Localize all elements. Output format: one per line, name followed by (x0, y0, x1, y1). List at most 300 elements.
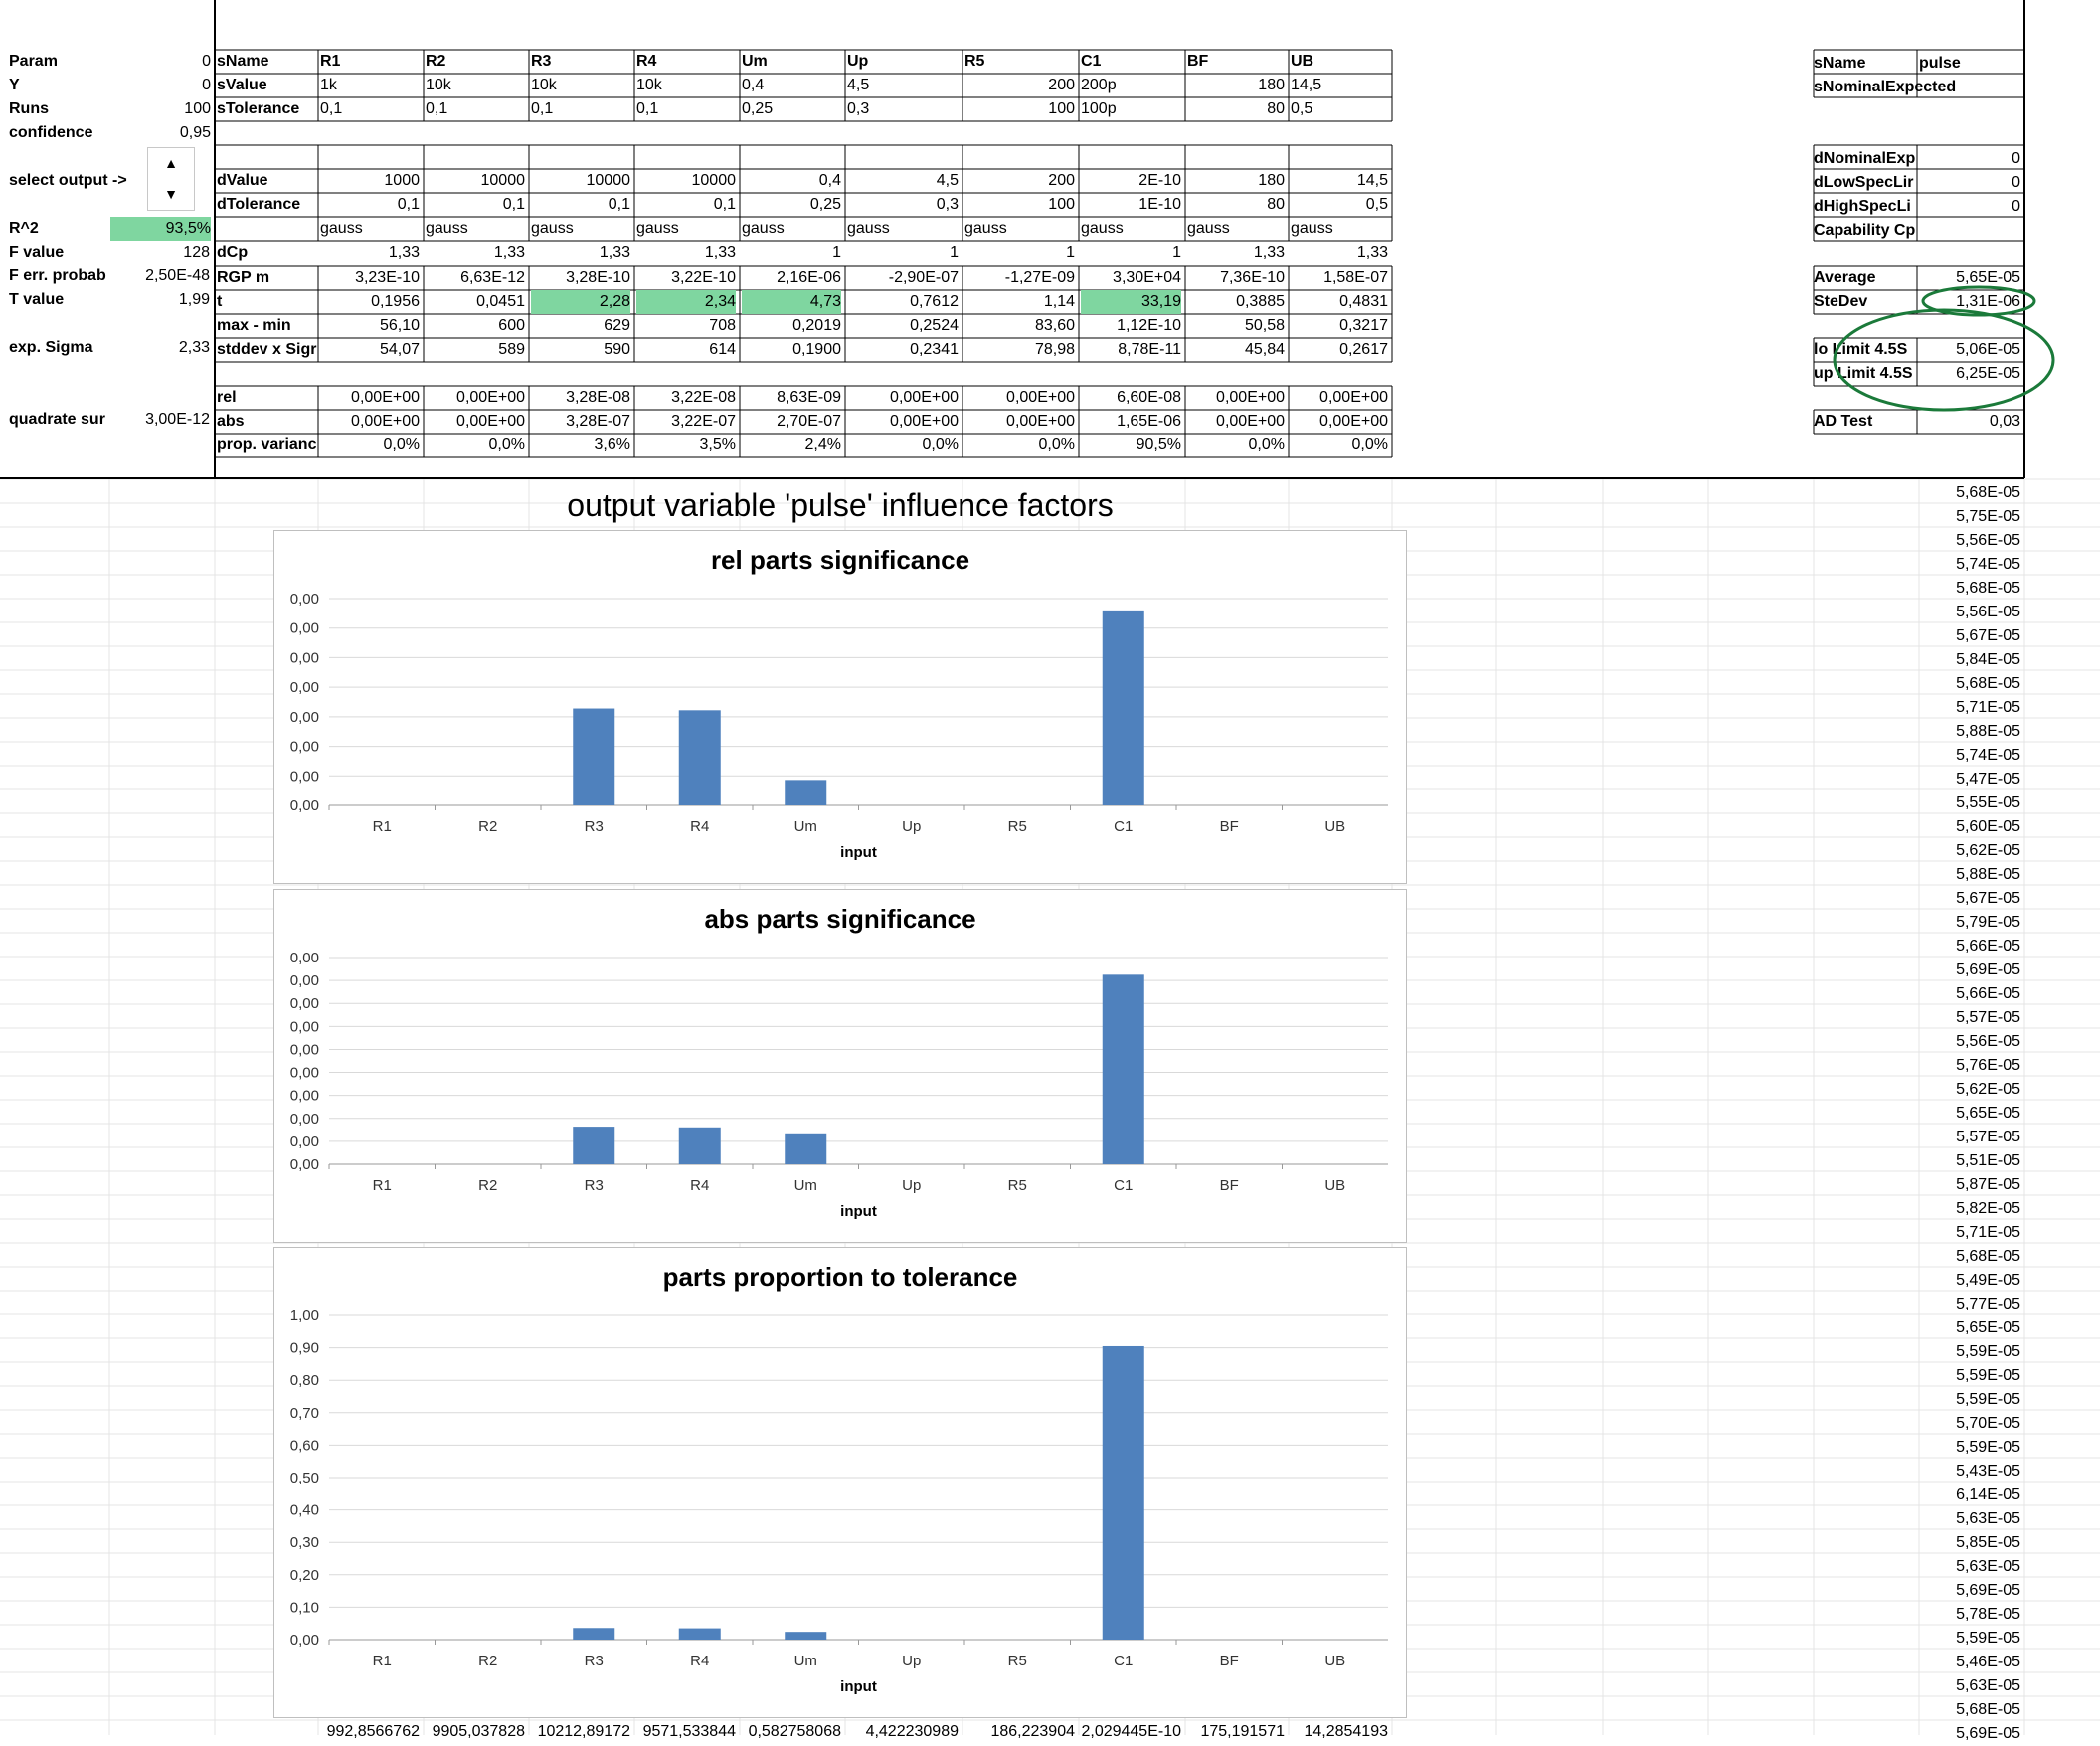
left-stat-value[interactable]: 3,00E-12 (145, 411, 210, 428)
right-panel-label[interactable]: up Limit 4.5S (1814, 365, 1913, 382)
left-stat-label[interactable]: R^2 (9, 220, 39, 237)
table-cell[interactable]: 10k (636, 77, 662, 93)
table-cell[interactable]: BF (1187, 53, 1209, 70)
table-cell[interactable]: 0,0% (1248, 436, 1285, 453)
right-panel-value[interactable]: 0 (2012, 198, 2020, 215)
table-cell[interactable]: gauss (1081, 220, 1124, 237)
table-cell[interactable]: 0,3217 (1339, 317, 1388, 334)
data-column-cell[interactable]: 5,65E-05 (1956, 1319, 2020, 1336)
data-column-cell[interactable]: 5,46E-05 (1956, 1654, 2020, 1670)
left-stat-label[interactable]: F err. probab (9, 267, 106, 284)
table-cell[interactable]: 614 (709, 341, 736, 358)
data-column-cell[interactable]: 5,49E-05 (1956, 1272, 2020, 1289)
table-cell[interactable]: 0,4831 (1339, 293, 1388, 310)
table-cell[interactable]: 0,3 (936, 196, 959, 213)
table-cell[interactable]: 0,1 (713, 196, 736, 213)
data-column-cell[interactable]: 5,87E-05 (1956, 1176, 2020, 1193)
right-panel-label[interactable]: sName (1814, 55, 1866, 72)
table-cell[interactable]: 0,0% (488, 436, 525, 453)
y-tick-label: 0,20 (289, 1566, 319, 1584)
bar-r3[interactable] (573, 709, 614, 805)
right-panel-value[interactable] (1919, 219, 2020, 243)
table-cell[interactable]: 590 (604, 341, 630, 358)
data-column-cell[interactable]: 5,69E-05 (1956, 1725, 2020, 1742)
left-param-value[interactable]: 100 (184, 100, 211, 117)
data-column-cell[interactable]: 5,68E-05 (1956, 580, 2020, 597)
left-param-value[interactable]: 0 (202, 53, 211, 70)
table-cell[interactable]: 1000 (384, 172, 420, 189)
right-panel-value[interactable]: 5,06E-05 (1956, 341, 2020, 358)
table-cell[interactable]: C1 (1081, 53, 1102, 70)
table-cell[interactable]: 1,58E-07 (1323, 269, 1388, 286)
table-cell[interactable]: 0,0% (922, 436, 959, 453)
right-panel-label[interactable]: Capability Cp (1814, 222, 1916, 239)
data-column-cell[interactable]: 5,51E-05 (1956, 1152, 2020, 1169)
table-cell[interactable]: 0,2524 (910, 317, 959, 334)
data-column-cell[interactable]: 5,85E-05 (1956, 1534, 2020, 1551)
table-cell[interactable]: 0,5 (1365, 196, 1388, 213)
x-tick-label: Um (793, 818, 817, 835)
table-cell[interactable]: Up (847, 53, 869, 70)
table-cell[interactable]: 0,4 (818, 172, 841, 189)
table-cell[interactable]: 0,00E+00 (1319, 413, 1388, 430)
table-cell[interactable]: R4 (636, 53, 657, 70)
right-panel-label[interactable]: AD Test (1814, 413, 1873, 430)
table-cell[interactable]: 80 (1267, 196, 1285, 213)
table-cell[interactable]: 0,1956 (371, 293, 420, 310)
table-cell[interactable]: 2,16E-06 (777, 269, 841, 286)
table-cell[interactable]: 100p (1081, 100, 1117, 117)
data-column-cell[interactable]: 5,57E-05 (1956, 1009, 2020, 1026)
table-cell[interactable]: gauss (636, 220, 679, 237)
data-column-cell[interactable]: 5,63E-05 (1956, 1558, 2020, 1575)
bar-c1[interactable] (1103, 974, 1144, 1164)
data-column-cell[interactable]: 5,62E-05 (1956, 842, 2020, 859)
data-column-cell[interactable]: 5,68E-05 (1956, 1248, 2020, 1265)
table-cell[interactable]: 1,12E-10 (1117, 317, 1181, 334)
right-panel-label[interactable]: lo Limit 4.5S (1814, 341, 1908, 358)
data-column-cell[interactable]: 5,63E-05 (1956, 1510, 2020, 1527)
data-column-cell[interactable]: 5,47E-05 (1956, 771, 2020, 787)
right-panel-label[interactable]: SteDev (1814, 293, 1868, 310)
table-cell[interactable]: 1,33 (388, 244, 420, 261)
table-cell[interactable]: 1,33 (1253, 244, 1285, 261)
table-cell[interactable]: 0,00E+00 (1319, 389, 1388, 406)
data-column-cell[interactable]: 5,60E-05 (1956, 818, 2020, 835)
right-panel-label[interactable]: Average (1814, 269, 1876, 286)
bottom-row-cell[interactable]: 175,191571 (1200, 1723, 1285, 1740)
table-cell[interactable]: 0,1 (608, 196, 630, 213)
left-stat-value[interactable]: 2,50E-48 (145, 267, 210, 284)
table-cell[interactable]: gauss (531, 220, 574, 237)
table-cell[interactable]: 2,34 (636, 290, 736, 314)
table-cell[interactable]: 180 (1258, 172, 1285, 189)
x-tick-label: R4 (690, 1653, 710, 1669)
table-cell[interactable]: 0,1 (397, 196, 420, 213)
data-column-cell[interactable]: 5,74E-05 (1956, 556, 2020, 573)
y-tick-label: 0,00 (289, 649, 319, 667)
data-column-cell[interactable]: 5,71E-05 (1956, 699, 2020, 716)
data-column-cell[interactable]: 5,57E-05 (1956, 1129, 2020, 1145)
table-cell[interactable]: 0,00E+00 (351, 413, 420, 430)
table-cell[interactable]: 0,7612 (910, 293, 959, 310)
data-column-cell[interactable]: 5,76E-05 (1956, 1057, 2020, 1074)
chart-parts-proportion-to-tolerance[interactable] (273, 1247, 1407, 1718)
chart-rel-parts-significance[interactable] (273, 530, 1407, 884)
spin-down-icon[interactable]: ▼ (164, 186, 178, 202)
row-label[interactable]: dTolerance (217, 196, 301, 213)
table-cell[interactable]: gauss (847, 220, 890, 237)
row-label[interactable]: sTolerance (217, 100, 300, 117)
table-cell[interactable]: 100 (1048, 196, 1075, 213)
data-column-cell[interactable]: 5,43E-05 (1956, 1463, 2020, 1480)
x-tick-label: R3 (584, 1177, 604, 1194)
table-cell[interactable]: 4,73 (742, 290, 841, 314)
table-cell[interactable]: 3,30E+04 (1113, 269, 1181, 286)
row-label[interactable]: sValue (217, 77, 267, 93)
data-column-cell[interactable]: 5,69E-05 (1956, 1582, 2020, 1599)
table-cell[interactable]: 0,25 (742, 100, 774, 117)
x-tick-label: Up (902, 818, 922, 835)
row-label[interactable]: stddev x Sigr (217, 341, 317, 358)
data-column-cell[interactable]: 5,68E-05 (1956, 1701, 2020, 1718)
table-cell[interactable]: 629 (604, 317, 630, 334)
bottom-row-cell[interactable]: 186,223904 (990, 1723, 1075, 1740)
bar-r4[interactable] (679, 1128, 721, 1164)
bar-r3[interactable] (573, 1628, 614, 1640)
table-cell[interactable]: 1 (832, 244, 841, 261)
bottom-row-cell[interactable]: 992,8566762 (326, 1723, 420, 1740)
right-panel-value[interactable] (1919, 76, 2020, 99)
row-label[interactable]: RGP m (217, 269, 270, 286)
table-cell[interactable]: R1 (320, 53, 341, 70)
table-cell[interactable]: gauss (1187, 220, 1230, 237)
left-param-label[interactable]: Runs (9, 100, 49, 117)
table-cell[interactable]: -2,90E-07 (888, 269, 959, 286)
table-cell[interactable]: 3,5% (699, 436, 736, 453)
table-cell[interactable]: 10000 (691, 172, 736, 189)
left-stat-label[interactable]: quadrate sur (9, 411, 105, 428)
table-cell[interactable]: gauss (1291, 220, 1333, 237)
table-cell[interactable]: 0,00E+00 (890, 389, 959, 406)
table-cell[interactable]: 2,4% (804, 436, 841, 453)
table-cell[interactable]: 7,36E-10 (1220, 269, 1285, 286)
table-cell[interactable]: 3,22E-07 (671, 413, 736, 430)
table-cell[interactable]: 200 (1048, 172, 1075, 189)
right-panel-label[interactable]: sNominalExpected (1814, 79, 1957, 95)
table-cell[interactable]: 3,6% (594, 436, 630, 453)
table-cell[interactable]: 0,5 (1291, 100, 1313, 117)
row-label[interactable]: dCp (217, 244, 249, 261)
data-column-cell[interactable]: 5,78E-05 (1956, 1606, 2020, 1623)
table-cell[interactable]: 3,28E-07 (566, 413, 630, 430)
table-cell[interactable]: 1,33 (599, 244, 630, 261)
left-stat-label[interactable]: F value (9, 244, 65, 261)
right-panel-value[interactable]: 0 (2012, 150, 2020, 167)
right-panel-label[interactable]: dHighSpecLi (1814, 198, 1911, 215)
table-cell[interactable]: 1,33 (1356, 244, 1388, 261)
table-cell[interactable]: 56,10 (379, 317, 420, 334)
data-column-cell[interactable]: 5,70E-05 (1956, 1415, 2020, 1432)
x-tick-label: R3 (584, 1653, 604, 1669)
data-column-cell[interactable]: 5,69E-05 (1956, 961, 2020, 978)
table-cell[interactable]: 8,78E-11 (1118, 341, 1181, 358)
table-cell[interactable]: 0,25 (809, 196, 841, 213)
y-tick-label: 0,00 (289, 619, 319, 637)
data-column-cell[interactable]: 5,67E-05 (1956, 627, 2020, 644)
left-stat-value[interactable]: 2,33 (178, 339, 210, 356)
bottom-row-cell[interactable]: 14,2854193 (1304, 1723, 1388, 1740)
data-column-cell[interactable]: 5,75E-05 (1956, 508, 2020, 525)
row-label[interactable]: dValue (217, 172, 268, 189)
bottom-row-cell[interactable]: 2,029445E-10 (1081, 1723, 1181, 1740)
table-cell[interactable]: 0,1 (502, 196, 525, 213)
table-cell[interactable]: 0,3885 (1236, 293, 1285, 310)
row-label[interactable]: sName (217, 53, 269, 70)
table-cell[interactable]: 3,22E-10 (671, 269, 736, 286)
table-cell[interactable]: 6,60E-08 (1117, 389, 1181, 406)
y-tick-label: 0,00 (289, 1632, 319, 1649)
table-cell[interactable]: 10000 (586, 172, 630, 189)
bottom-row-cell[interactable]: 9905,037828 (432, 1723, 525, 1740)
left-param-label[interactable]: Param (9, 53, 58, 70)
bar-c1[interactable] (1103, 1346, 1144, 1640)
left-param-value[interactable]: 0 (202, 77, 211, 93)
data-column-cell[interactable]: 5,56E-05 (1956, 1033, 2020, 1050)
table-cell[interactable]: 1,14 (1043, 293, 1075, 310)
left-stat-value[interactable]: 93,5% (110, 217, 211, 241)
right-panel-value[interactable]: 1,31E-06 (1956, 293, 2020, 310)
table-cell[interactable]: 0,1 (320, 100, 343, 117)
right-panel-value[interactable]: pulse (1919, 55, 1961, 72)
y-tick-label: 0,30 (289, 1534, 319, 1552)
y-tick-label: 0,90 (289, 1339, 319, 1357)
table-cell[interactable]: gauss (426, 220, 468, 237)
table-cell[interactable]: 14,5 (1356, 172, 1388, 189)
chart-abs-parts-significance[interactable] (273, 889, 1407, 1243)
right-panel-value[interactable]: 0,03 (1989, 413, 2020, 430)
table-cell[interactable]: 0,0% (383, 436, 420, 453)
row-label[interactable]: prop. varianc (217, 436, 317, 453)
right-panel-value[interactable]: 0 (2012, 174, 2020, 191)
table-cell[interactable]: 33,19 (1081, 290, 1181, 314)
table-cell[interactable]: 0,00E+00 (456, 413, 525, 430)
table-cell[interactable]: 6,63E-12 (460, 269, 525, 286)
left-stat-value[interactable]: 128 (183, 244, 210, 261)
table-cell[interactable]: 45,84 (1244, 341, 1285, 358)
bar-c1[interactable] (1103, 611, 1144, 805)
data-column-cell[interactable]: 5,82E-05 (1956, 1200, 2020, 1217)
data-column-cell[interactable]: 5,77E-05 (1956, 1296, 2020, 1312)
table-cell[interactable]: 0,00E+00 (1006, 413, 1075, 430)
table-cell[interactable]: 3,22E-08 (671, 389, 736, 406)
select-output-spinner[interactable] (147, 147, 195, 211)
table-cell[interactable]: 0,1900 (792, 341, 841, 358)
table-cell[interactable]: 8,63E-09 (777, 389, 841, 406)
data-column-cell[interactable]: 5,84E-05 (1956, 651, 2020, 668)
bar-um[interactable] (785, 1632, 826, 1640)
table-cell[interactable]: 180 (1258, 77, 1285, 93)
bar-r3[interactable] (573, 1127, 614, 1164)
table-cell[interactable]: 589 (498, 341, 525, 358)
table-cell[interactable]: 1,33 (704, 244, 736, 261)
row-label[interactable]: abs (217, 413, 245, 430)
table-cell[interactable]: 80 (1267, 100, 1285, 117)
data-column-cell[interactable]: 5,56E-05 (1956, 604, 2020, 620)
table-cell[interactable]: 54,07 (379, 341, 420, 358)
y-tick-label: 1,00 (289, 1308, 319, 1324)
data-column-cell[interactable]: 5,66E-05 (1956, 938, 2020, 955)
row-label[interactable]: max - min (217, 317, 291, 334)
table-cell[interactable]: 0,00E+00 (1006, 389, 1075, 406)
table-cell[interactable]: 2,28 (531, 290, 630, 314)
left-stat-label[interactable]: exp. Sigma (9, 339, 93, 356)
data-column-cell[interactable]: 5,71E-05 (1956, 1224, 2020, 1241)
table-cell[interactable]: 90,5% (1136, 436, 1181, 453)
table-cell[interactable]: 0,00E+00 (456, 389, 525, 406)
table-cell[interactable]: 0,4 (742, 77, 765, 93)
data-column-cell[interactable]: 5,74E-05 (1956, 747, 2020, 764)
table-cell[interactable]: 0,3 (847, 100, 870, 117)
table-cell[interactable]: 50,58 (1244, 317, 1285, 334)
table-cell[interactable]: 0,0% (1351, 436, 1388, 453)
spin-up-icon[interactable]: ▲ (164, 155, 178, 171)
bar-r4[interactable] (679, 1629, 721, 1640)
row-label[interactable]: t (217, 293, 223, 310)
table-cell[interactable]: R5 (964, 53, 985, 70)
right-panel-value[interactable]: 6,25E-05 (1956, 365, 2020, 382)
left-stat-value[interactable]: 1,99 (178, 291, 210, 308)
data-column-cell[interactable]: 6,14E-05 (1956, 1486, 2020, 1503)
table-cell[interactable]: 1 (1066, 244, 1075, 261)
table-cell[interactable]: 0,00E+00 (1216, 389, 1285, 406)
bottom-row-cell[interactable]: 10212,89172 (537, 1723, 630, 1740)
bar-r4[interactable] (679, 710, 721, 805)
data-column-cell[interactable]: 5,67E-05 (1956, 890, 2020, 907)
x-tick-label: Um (793, 1177, 817, 1194)
y-tick-label: 0,60 (289, 1437, 319, 1455)
data-column-cell[interactable]: 5,66E-05 (1956, 985, 2020, 1002)
table-cell[interactable]: 0,0% (1038, 436, 1075, 453)
x-tick-label: R5 (1007, 818, 1027, 835)
table-cell[interactable]: 200 (1048, 77, 1075, 93)
x-tick-label: BF (1219, 1653, 1239, 1669)
table-cell[interactable]: 708 (709, 317, 736, 334)
right-panel-label[interactable]: dLowSpecLir (1814, 174, 1914, 191)
data-column-cell[interactable]: 5,59E-05 (1956, 1439, 2020, 1456)
table-cell[interactable]: 3,23E-10 (355, 269, 420, 286)
table-cell[interactable]: 10000 (480, 172, 525, 189)
table-cell[interactable]: 0,0451 (476, 293, 525, 310)
row-label[interactable]: rel (217, 389, 237, 406)
table-cell[interactable]: 0,2341 (910, 341, 959, 358)
table-cell[interactable]: R2 (426, 53, 446, 70)
chart-svg (274, 1248, 1406, 1717)
data-column-cell[interactable]: 5,59E-05 (1956, 1630, 2020, 1647)
bottom-row-cell[interactable]: 4,422230989 (865, 1723, 959, 1740)
table-cell[interactable]: 0,1 (636, 100, 659, 117)
table-cell[interactable]: 1,65E-06 (1117, 413, 1181, 430)
select-output-label[interactable]: select output -> (9, 172, 127, 189)
x-tick-label: R4 (690, 1177, 710, 1194)
data-column-cell[interactable]: 5,79E-05 (1956, 914, 2020, 931)
data-column-cell[interactable]: 5,68E-05 (1956, 484, 2020, 501)
bottom-row-cell[interactable]: 9571,533844 (642, 1723, 736, 1740)
data-column-cell[interactable]: 5,59E-05 (1956, 1343, 2020, 1360)
y-tick-label: 0,00 (289, 1041, 319, 1059)
table-cell[interactable]: 2E-10 (1138, 172, 1181, 189)
left-param-value[interactable]: 0,95 (179, 124, 211, 141)
table-cell[interactable]: 0,2019 (792, 317, 841, 334)
left-param-label[interactable]: Y (9, 77, 20, 93)
table-cell[interactable]: 0,00E+00 (351, 389, 420, 406)
table-cell[interactable]: 10k (426, 77, 451, 93)
x-tick-label: C1 (1114, 818, 1134, 835)
data-column-cell[interactable]: 5,55E-05 (1956, 794, 2020, 811)
table-cell[interactable]: gauss (964, 220, 1007, 237)
table-cell[interactable]: 3,28E-08 (566, 389, 630, 406)
x-axis-label: input (840, 1678, 877, 1695)
bottom-row-cell[interactable]: 0,582758068 (748, 1723, 841, 1740)
table-cell[interactable]: -1,27E-09 (1004, 269, 1075, 286)
right-panel-label[interactable]: dNominalExp (1814, 150, 1916, 167)
data-column-cell[interactable]: 5,62E-05 (1956, 1081, 2020, 1098)
data-column-cell[interactable]: 5,88E-05 (1956, 866, 2020, 883)
left-param-label[interactable]: confidence (9, 124, 93, 141)
left-stat-label[interactable]: T value (9, 291, 65, 308)
data-column-cell[interactable]: 5,56E-05 (1956, 532, 2020, 549)
y-tick-label: 0,50 (289, 1470, 319, 1486)
table-cell[interactable]: 100 (1048, 100, 1075, 117)
table-cell[interactable]: 1E-10 (1138, 196, 1181, 213)
table-cell[interactable]: 1 (1172, 244, 1181, 261)
table-cell[interactable]: 2,70E-07 (777, 413, 841, 430)
table-cell[interactable]: 0,2617 (1339, 341, 1388, 358)
table-cell[interactable]: 0,00E+00 (890, 413, 959, 430)
table-cell[interactable]: UB (1291, 53, 1314, 70)
table-cell[interactable]: 0,1 (531, 100, 554, 117)
table-cell[interactable]: gauss (742, 220, 785, 237)
bar-um[interactable] (785, 780, 826, 805)
data-column-cell[interactable]: 5,63E-05 (1956, 1677, 2020, 1694)
table-cell[interactable]: 600 (498, 317, 525, 334)
table-cell[interactable]: 1 (950, 244, 959, 261)
table-cell[interactable]: Um (742, 53, 768, 70)
table-cell[interactable]: 0,00E+00 (1216, 413, 1285, 430)
data-column-cell[interactable]: 5,88E-05 (1956, 723, 2020, 740)
table-cell[interactable]: 4,5 (936, 172, 959, 189)
right-panel-value[interactable]: 5,65E-05 (1956, 269, 2020, 286)
data-column-cell[interactable]: 5,65E-05 (1956, 1105, 2020, 1122)
table-cell[interactable]: R3 (531, 53, 552, 70)
table-cell[interactable]: 3,28E-10 (566, 269, 630, 286)
data-column-cell[interactable]: 5,59E-05 (1956, 1391, 2020, 1408)
table-cell[interactable]: 200p (1081, 77, 1117, 93)
table-cell[interactable]: 78,98 (1034, 341, 1075, 358)
table-cell[interactable]: gauss (320, 220, 363, 237)
table-cell[interactable]: 0,1 (426, 100, 448, 117)
data-column-cell[interactable]: 5,68E-05 (1956, 675, 2020, 692)
table-cell[interactable]: 1k (320, 77, 337, 93)
y-tick-label: 0,40 (289, 1501, 319, 1519)
table-cell[interactable]: 14,5 (1291, 77, 1322, 93)
table-cell[interactable]: 1,33 (493, 244, 525, 261)
table-cell[interactable]: 10k (531, 77, 557, 93)
table-cell[interactable]: 83,60 (1034, 317, 1075, 334)
data-column-cell[interactable]: 5,59E-05 (1956, 1367, 2020, 1384)
bar-um[interactable] (785, 1134, 826, 1164)
table-cell[interactable]: 4,5 (847, 77, 870, 93)
